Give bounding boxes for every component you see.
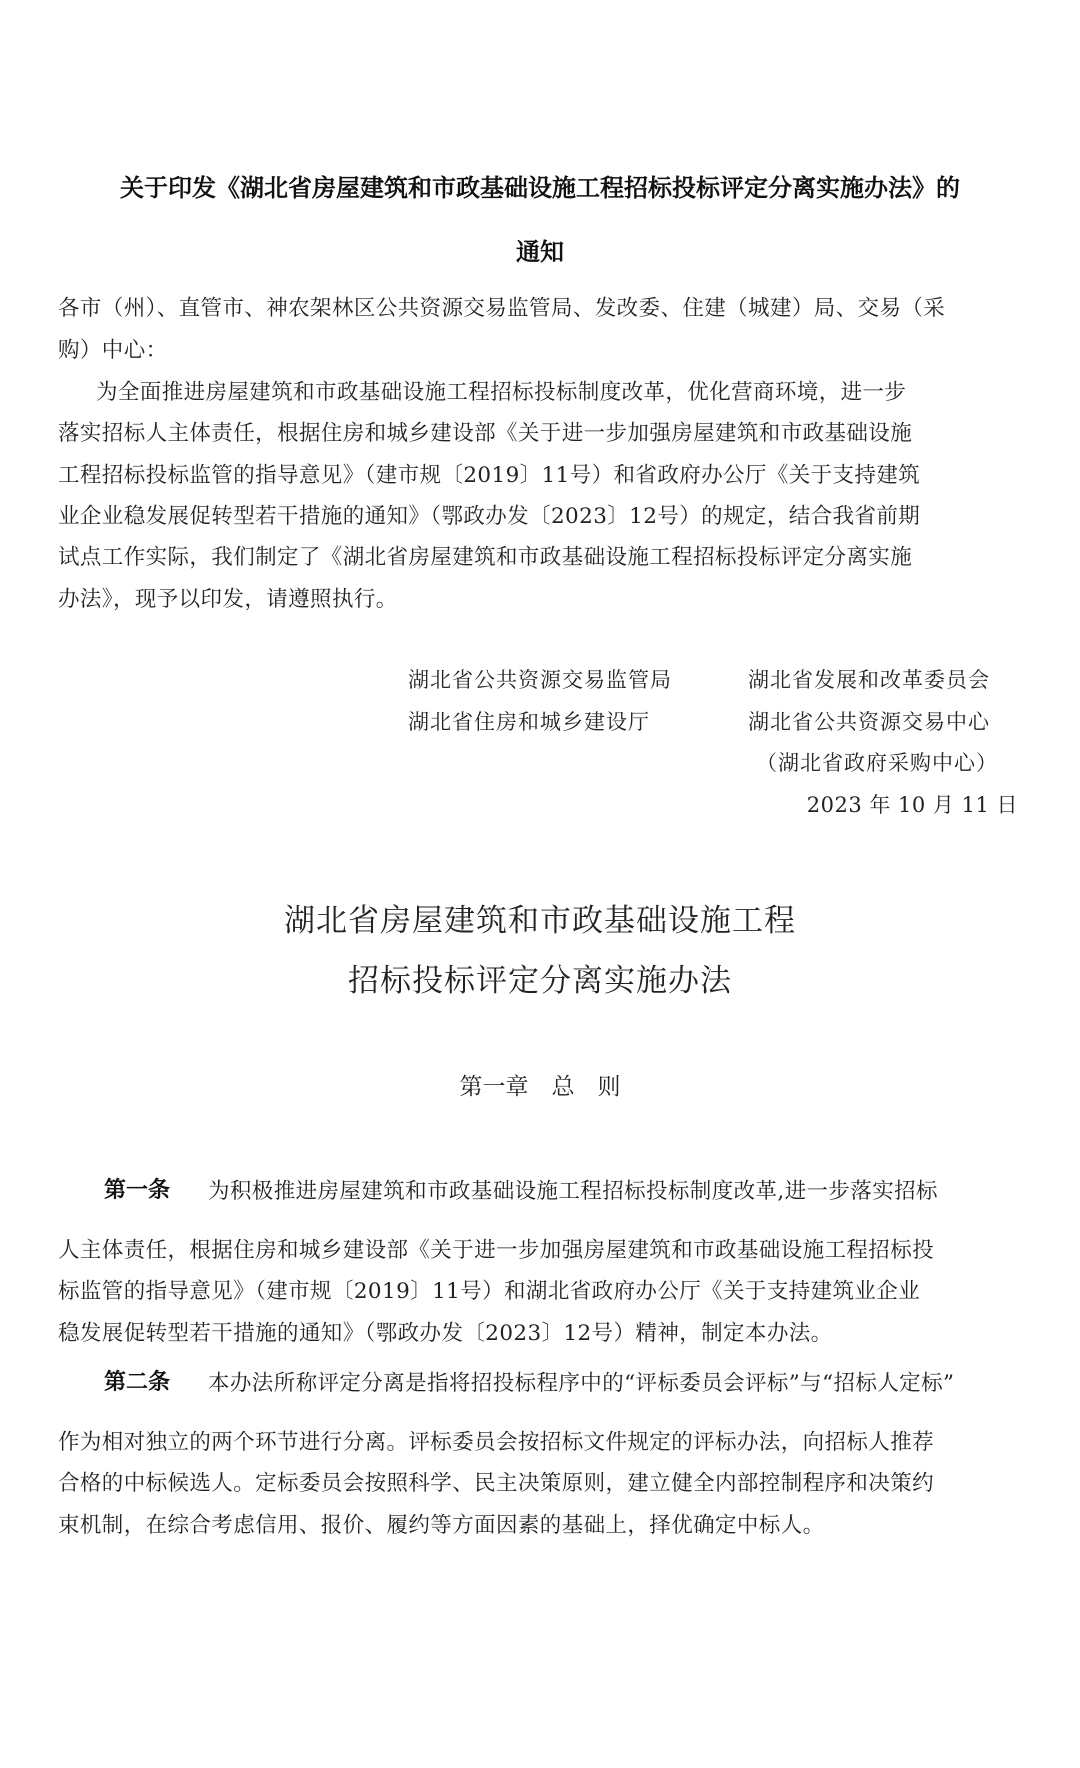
notice-title-line2: 通知 <box>516 238 564 266</box>
addressee-line1: 各市（州）、直管市、神农架林区公共资源交易监管局、发改委、住建（城建）局、交易（采 <box>58 296 946 321</box>
notice-title-line1: 关于印发《湖北省房屋建筑和市政基础设施工程招标投标评定分离实施办法》的 <box>120 174 960 202</box>
regulation-title-line2: 招标投标评定分离实施办法 <box>348 963 732 999</box>
chapter-heading: 第一章 总 则 <box>459 1074 621 1100</box>
article1-label: 第一条 <box>104 1178 171 1203</box>
signatory-public-resource-trading-center: 湖北省公共资源交易中心 <box>748 710 990 734</box>
regulation-title-line1: 湖北省房屋建筑和市政基础设施工程 <box>284 903 796 939</box>
article1-line: 人主体责任，根据住房和城乡建设部《关于进一步加强房屋建筑和市政基础设施工程招标投 <box>58 1238 935 1263</box>
article1-line: 为积极推进房屋建筑和市政基础设施工程招标投标制度改革,进一步落实招标 <box>208 1179 938 1204</box>
article2-line: 束机制，在综合考虑信用、报价、履约等方面因素的基础上，择优确定中标人。 <box>58 1513 825 1538</box>
notice-body-line: 办法》，现予以印发，请遵照执行。 <box>58 587 398 612</box>
notice-body-line: 为全面推进房屋建筑和市政基础设施工程招标投标制度改革，优化营商环境，进一步 <box>96 380 907 405</box>
addressee-line2: 购）中心： <box>58 338 168 363</box>
article2-line: 合格的中标候选人。定标委员会按照科学、民主决策原则，建立健全内部控制程序和决策约 <box>58 1471 935 1496</box>
notice-body-line: 试点工作实际，我们制定了《湖北省房屋建筑和市政基础设施工程招标投标评定分离实施 <box>58 545 913 570</box>
article2-line: 作为相对独立的两个环节进行分离。评标委员会按招标文件规定的评标办法，向招标人推荐 <box>58 1430 935 1455</box>
notice-body-line: 落实招标人主体责任，根据住房和城乡建设部《关于进一步加强房屋建筑和市政基础设施 <box>58 421 913 446</box>
notice-body-line: 工程招标投标监管的指导意见》（建市规〔2019〕11号）和省政府办公厅《关于支持建筑 <box>58 463 921 488</box>
notice-date: 2023 年 10 月 11 日 <box>806 793 1018 817</box>
article2-label: 第二条 <box>104 1370 171 1395</box>
notice-body-line: 业企业稳发展促转型若干措施的通知》（鄂政办发〔2023〕12号）的规定，结合我省前期 <box>58 504 921 529</box>
article1-line: 稳发展促转型若干措施的通知》（鄂政办发〔2023〕12号）精神，制定本办法。 <box>58 1321 833 1346</box>
signatory-government-procurement-center: （湖北省政府采购中心） <box>756 751 998 775</box>
article1-line: 标监管的指导意见》（建市规〔2019〕11号）和湖北省政府办公厅《关于支持建筑业企业 <box>58 1279 921 1304</box>
signatory-development-reform-commission: 湖北省发展和改革委员会 <box>748 668 990 692</box>
article2-line: 本办法所称评定分离是指将招投标程序中的“评标委员会评标”与“招标人定标” <box>208 1371 955 1396</box>
signatory-housing-urban-rural-dept: 湖北省住房和城乡建设厅 <box>408 710 650 734</box>
signatory-public-resource-supervision-bureau: 湖北省公共资源交易监管局 <box>408 668 672 692</box>
